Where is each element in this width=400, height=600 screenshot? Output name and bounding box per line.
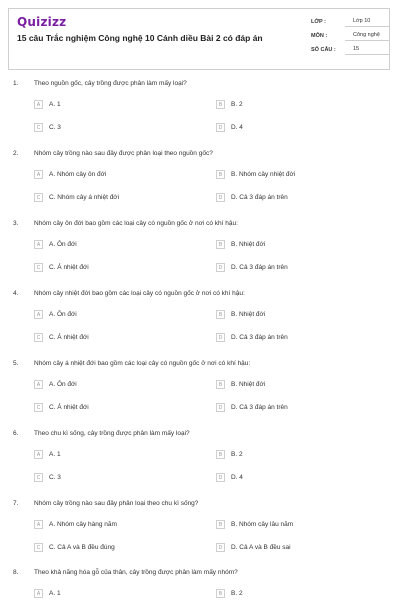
option-d[interactable] <box>216 543 291 552</box>
option-letter-box: A <box>34 240 43 249</box>
meta-row-subject <box>311 27 389 41</box>
option-text: A. Ôn đới <box>49 311 77 318</box>
question-number: 8. <box>13 569 19 576</box>
question-text: Theo chu kì sống, cây trồng được phân làm mấy loại? <box>34 430 190 437</box>
option-a[interactable] <box>34 310 77 319</box>
option-letter-box: B <box>216 100 225 109</box>
question-text: Nhóm cây ôn đới bao gồm các loại cây có nguồn gốc ở nơi có khí hậu: <box>34 220 238 227</box>
meta-row-count <box>311 41 389 55</box>
option-text: B. 2 <box>231 451 243 458</box>
question-1 <box>0 80 400 150</box>
option-text: D. Cả A và B đều sai <box>231 544 291 551</box>
option-text: B. Nhóm cây lâu năm <box>231 521 294 528</box>
option-letter-box: D <box>216 473 225 482</box>
option-c[interactable] <box>34 543 115 552</box>
option-text: A. 1 <box>49 451 61 458</box>
option-letter-box: B <box>216 589 225 598</box>
option-text: C. Á nhiệt đới <box>49 334 89 341</box>
question-number: 3. <box>13 220 19 227</box>
option-text: B. Nhiệt đới <box>231 241 266 248</box>
option-a[interactable] <box>34 240 77 249</box>
option-letter-box: B <box>216 520 225 529</box>
option-letter-box: C <box>34 543 43 552</box>
option-text: B. Nhiệt đới <box>231 311 266 318</box>
option-letter-box: C <box>34 123 43 132</box>
page-title: 15 câu Trắc nghiệm Công nghệ 10 Cánh diều Bài 2 có đáp án <box>17 33 263 43</box>
option-letter-box: C <box>34 473 43 482</box>
option-letter-box: C <box>34 263 43 272</box>
option-letter-box: B <box>216 450 225 459</box>
option-b[interactable] <box>216 589 243 598</box>
meta-row-class <box>311 13 389 27</box>
option-c[interactable] <box>34 263 89 272</box>
option-b[interactable] <box>216 170 295 179</box>
option-b[interactable] <box>216 100 243 109</box>
meta-label: SỐ CÂU : <box>311 47 336 53</box>
question-text: Nhóm cây trồng nào sau đây được phân loại theo nguồn gốc? <box>34 150 213 157</box>
question-number: 7. <box>13 500 19 507</box>
question-text: Nhóm cây trồng nào sau đây phân loại theo chu kì sống? <box>34 500 199 507</box>
option-a[interactable] <box>34 380 77 389</box>
question-3 <box>0 220 400 290</box>
option-b[interactable] <box>216 450 243 459</box>
question-8 <box>0 569 400 600</box>
option-b[interactable] <box>216 380 265 389</box>
option-d[interactable] <box>216 473 243 482</box>
option-b[interactable] <box>216 310 265 319</box>
option-text: B. 2 <box>231 101 243 108</box>
option-text: A. Ôn đới <box>49 381 77 388</box>
option-text: A. 1 <box>49 590 61 597</box>
option-letter-box: A <box>34 589 43 598</box>
option-text: C. Cả A và B đều đúng <box>49 544 115 551</box>
option-letter-box: A <box>34 380 43 389</box>
option-letter-box: D <box>216 123 225 132</box>
option-d[interactable] <box>216 123 243 132</box>
option-d[interactable] <box>216 263 288 272</box>
question-4 <box>0 290 400 360</box>
option-letter-box: D <box>216 193 225 202</box>
option-text: D. Cả 3 đáp án trên <box>231 334 288 341</box>
question-text: Theo khả năng hóa gỗ của thân, cây trồng được phân làm mấy nhóm? <box>34 569 238 576</box>
option-letter-box: A <box>34 310 43 319</box>
option-a[interactable] <box>34 100 61 109</box>
option-a[interactable] <box>34 170 106 179</box>
option-text: A. Ôn đới <box>49 241 77 248</box>
question-number: 6. <box>13 430 19 437</box>
option-text: C. Á nhiệt đới <box>49 404 89 411</box>
option-d[interactable] <box>216 403 288 412</box>
option-letter-box: D <box>216 403 225 412</box>
question-number: 5. <box>13 360 19 367</box>
option-text: D. Cả 3 đáp án trên <box>231 194 288 201</box>
question-5 <box>0 360 400 430</box>
option-text: A. Nhóm cây hàng năm <box>49 521 117 528</box>
option-text: A. 1 <box>49 101 61 108</box>
option-text: B. Nhóm cây nhiệt đới <box>231 171 296 178</box>
option-text: D. 4 <box>231 474 243 481</box>
meta-value: Lớp 10 <box>345 18 389 27</box>
question-number: 4. <box>13 290 19 297</box>
option-letter-box: C <box>34 193 43 202</box>
option-letter-box: A <box>34 100 43 109</box>
option-letter-box: C <box>34 403 43 412</box>
option-letter-box: C <box>34 333 43 342</box>
option-text: C. Nhóm cây á nhiệt đới <box>49 194 120 201</box>
option-text: A. Nhóm cây ôn đới <box>49 171 107 178</box>
option-letter-box: B <box>216 240 225 249</box>
meta-value: 15 <box>345 46 389 55</box>
question-number: 2. <box>13 150 19 157</box>
option-text: B. Nhiệt đới <box>231 381 266 388</box>
header-box <box>8 8 390 70</box>
question-text: Nhóm cây á nhiệt đới bao gồm các loại cây có nguồn gốc ở nơi có khí hậu: <box>34 360 251 367</box>
question-text: Theo nguồn gốc, cây trồng được phân làm mấy loại? <box>34 80 187 87</box>
option-c[interactable] <box>34 193 119 202</box>
question-2 <box>0 150 400 220</box>
meta-value: Công nghệ <box>345 32 389 41</box>
option-c[interactable] <box>34 123 61 132</box>
option-b[interactable] <box>216 520 293 529</box>
option-text: C. 3 <box>49 474 61 481</box>
option-b[interactable] <box>216 240 265 249</box>
option-letter-box: D <box>216 543 225 552</box>
option-a[interactable] <box>34 450 61 459</box>
option-letter-box: B <box>216 170 225 179</box>
quizizz-logo: Quizizz <box>17 15 67 29</box>
option-letter-box: D <box>216 263 225 272</box>
option-letter-box: A <box>34 170 43 179</box>
question-6 <box>0 430 400 500</box>
option-text: D. Cả 3 đáp án trên <box>231 404 288 411</box>
option-a[interactable] <box>34 520 117 529</box>
meta-table <box>311 13 389 55</box>
option-d[interactable] <box>216 333 288 342</box>
option-a[interactable] <box>34 589 61 598</box>
meta-label: LỚP : <box>311 19 326 25</box>
option-letter-box: B <box>216 310 225 319</box>
option-text: C. 3 <box>49 124 61 131</box>
option-text: B. 2 <box>231 590 243 597</box>
question-text: Nhóm cây nhiệt đới bao gồm các loại cây có nguồn gốc ở nơi có khí hậu: <box>34 290 245 297</box>
option-letter-box: A <box>34 450 43 459</box>
option-letter-box: A <box>34 520 43 529</box>
option-text: D. 4 <box>231 124 243 131</box>
question-number: 1. <box>13 80 19 87</box>
option-c[interactable] <box>34 403 89 412</box>
meta-label: MÔN : <box>311 33 328 39</box>
option-c[interactable] <box>34 333 89 342</box>
option-letter-box: B <box>216 380 225 389</box>
option-text: C. Á nhiệt đới <box>49 264 89 271</box>
option-d[interactable] <box>216 193 288 202</box>
option-text: D. Cả 3 đáp án trên <box>231 264 288 271</box>
option-c[interactable] <box>34 473 61 482</box>
question-7 <box>0 500 400 570</box>
option-letter-box: D <box>216 333 225 342</box>
